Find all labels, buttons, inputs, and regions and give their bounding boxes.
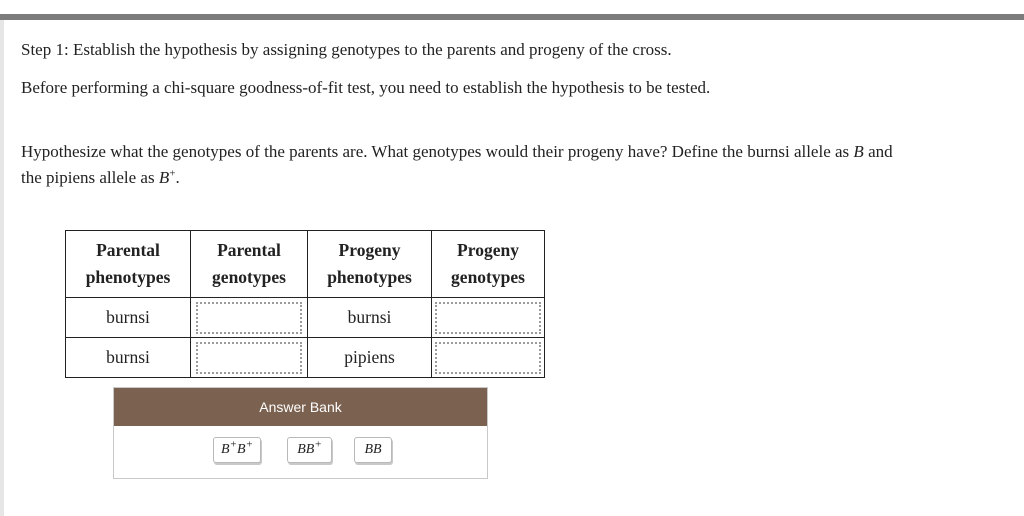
step-title: Step 1: Establish the hypothesis by assigning genotypes to the parents and progeny of the cross.	[21, 40, 672, 59]
progeny-genotype-drop-target[interactable]	[435, 342, 541, 374]
parental-genotype-cell	[191, 338, 308, 378]
prompt-line1-end: and	[868, 142, 893, 161]
table-header-row	[66, 231, 545, 298]
answer-chip-b-b[interactable]: BB	[354, 437, 392, 463]
prompt-line2-end: .	[175, 168, 180, 187]
answer-chip-b-bplus[interactable]: BB+	[287, 437, 332, 463]
answer-bank	[113, 387, 488, 479]
question-prompt	[21, 139, 1011, 191]
header-parental-genotypes: Parental genotypes	[191, 231, 308, 298]
progeny-genotype-cell	[432, 298, 545, 338]
top-divider	[0, 14, 1024, 20]
progeny-phenotype-cell: pipiens	[308, 338, 432, 378]
answer-bank-title: Answer Bank	[114, 388, 487, 426]
left-edge	[0, 20, 4, 516]
progeny-genotype-drop-target[interactable]	[435, 302, 541, 334]
progeny-genotype-cell	[432, 338, 545, 378]
parental-genotype-drop-target[interactable]	[196, 302, 302, 334]
answer-bank-items	[114, 426, 487, 478]
header-progeny-phenotypes: Progeny phenotypes	[308, 231, 432, 298]
table-row	[66, 338, 545, 378]
prompt-line1-symbol: B	[853, 142, 864, 161]
header-progeny-genotypes: Progeny genotypes	[432, 231, 545, 298]
answer-chip-bplus-bplus[interactable]: B+B+	[213, 437, 261, 463]
parental-phenotype-cell: burnsi	[66, 298, 191, 338]
parental-phenotype-cell: burnsi	[66, 338, 191, 378]
progeny-phenotype-cell: burnsi	[308, 298, 432, 338]
step-intro: Before performing a chi-square goodness-of-fit test, you need to establish the hypothesis to be tested.	[21, 78, 711, 97]
prompt-line2-sup: +	[169, 167, 176, 180]
parental-genotype-drop-target[interactable]	[196, 342, 302, 374]
parental-genotype-cell	[191, 298, 308, 338]
prompt-line2-text: the pipiens allele as	[21, 168, 155, 187]
table-row	[66, 298, 545, 338]
prompt-line1-text: Hypothesize what the genotypes of the parents are. What genotypes would their progeny have? Define the burnsi allele as	[21, 142, 850, 161]
header-parental-phenotypes: Parental phenotypes	[66, 231, 191, 298]
prompt-line2-symbol: B	[158, 168, 170, 187]
genotype-table	[65, 230, 545, 378]
